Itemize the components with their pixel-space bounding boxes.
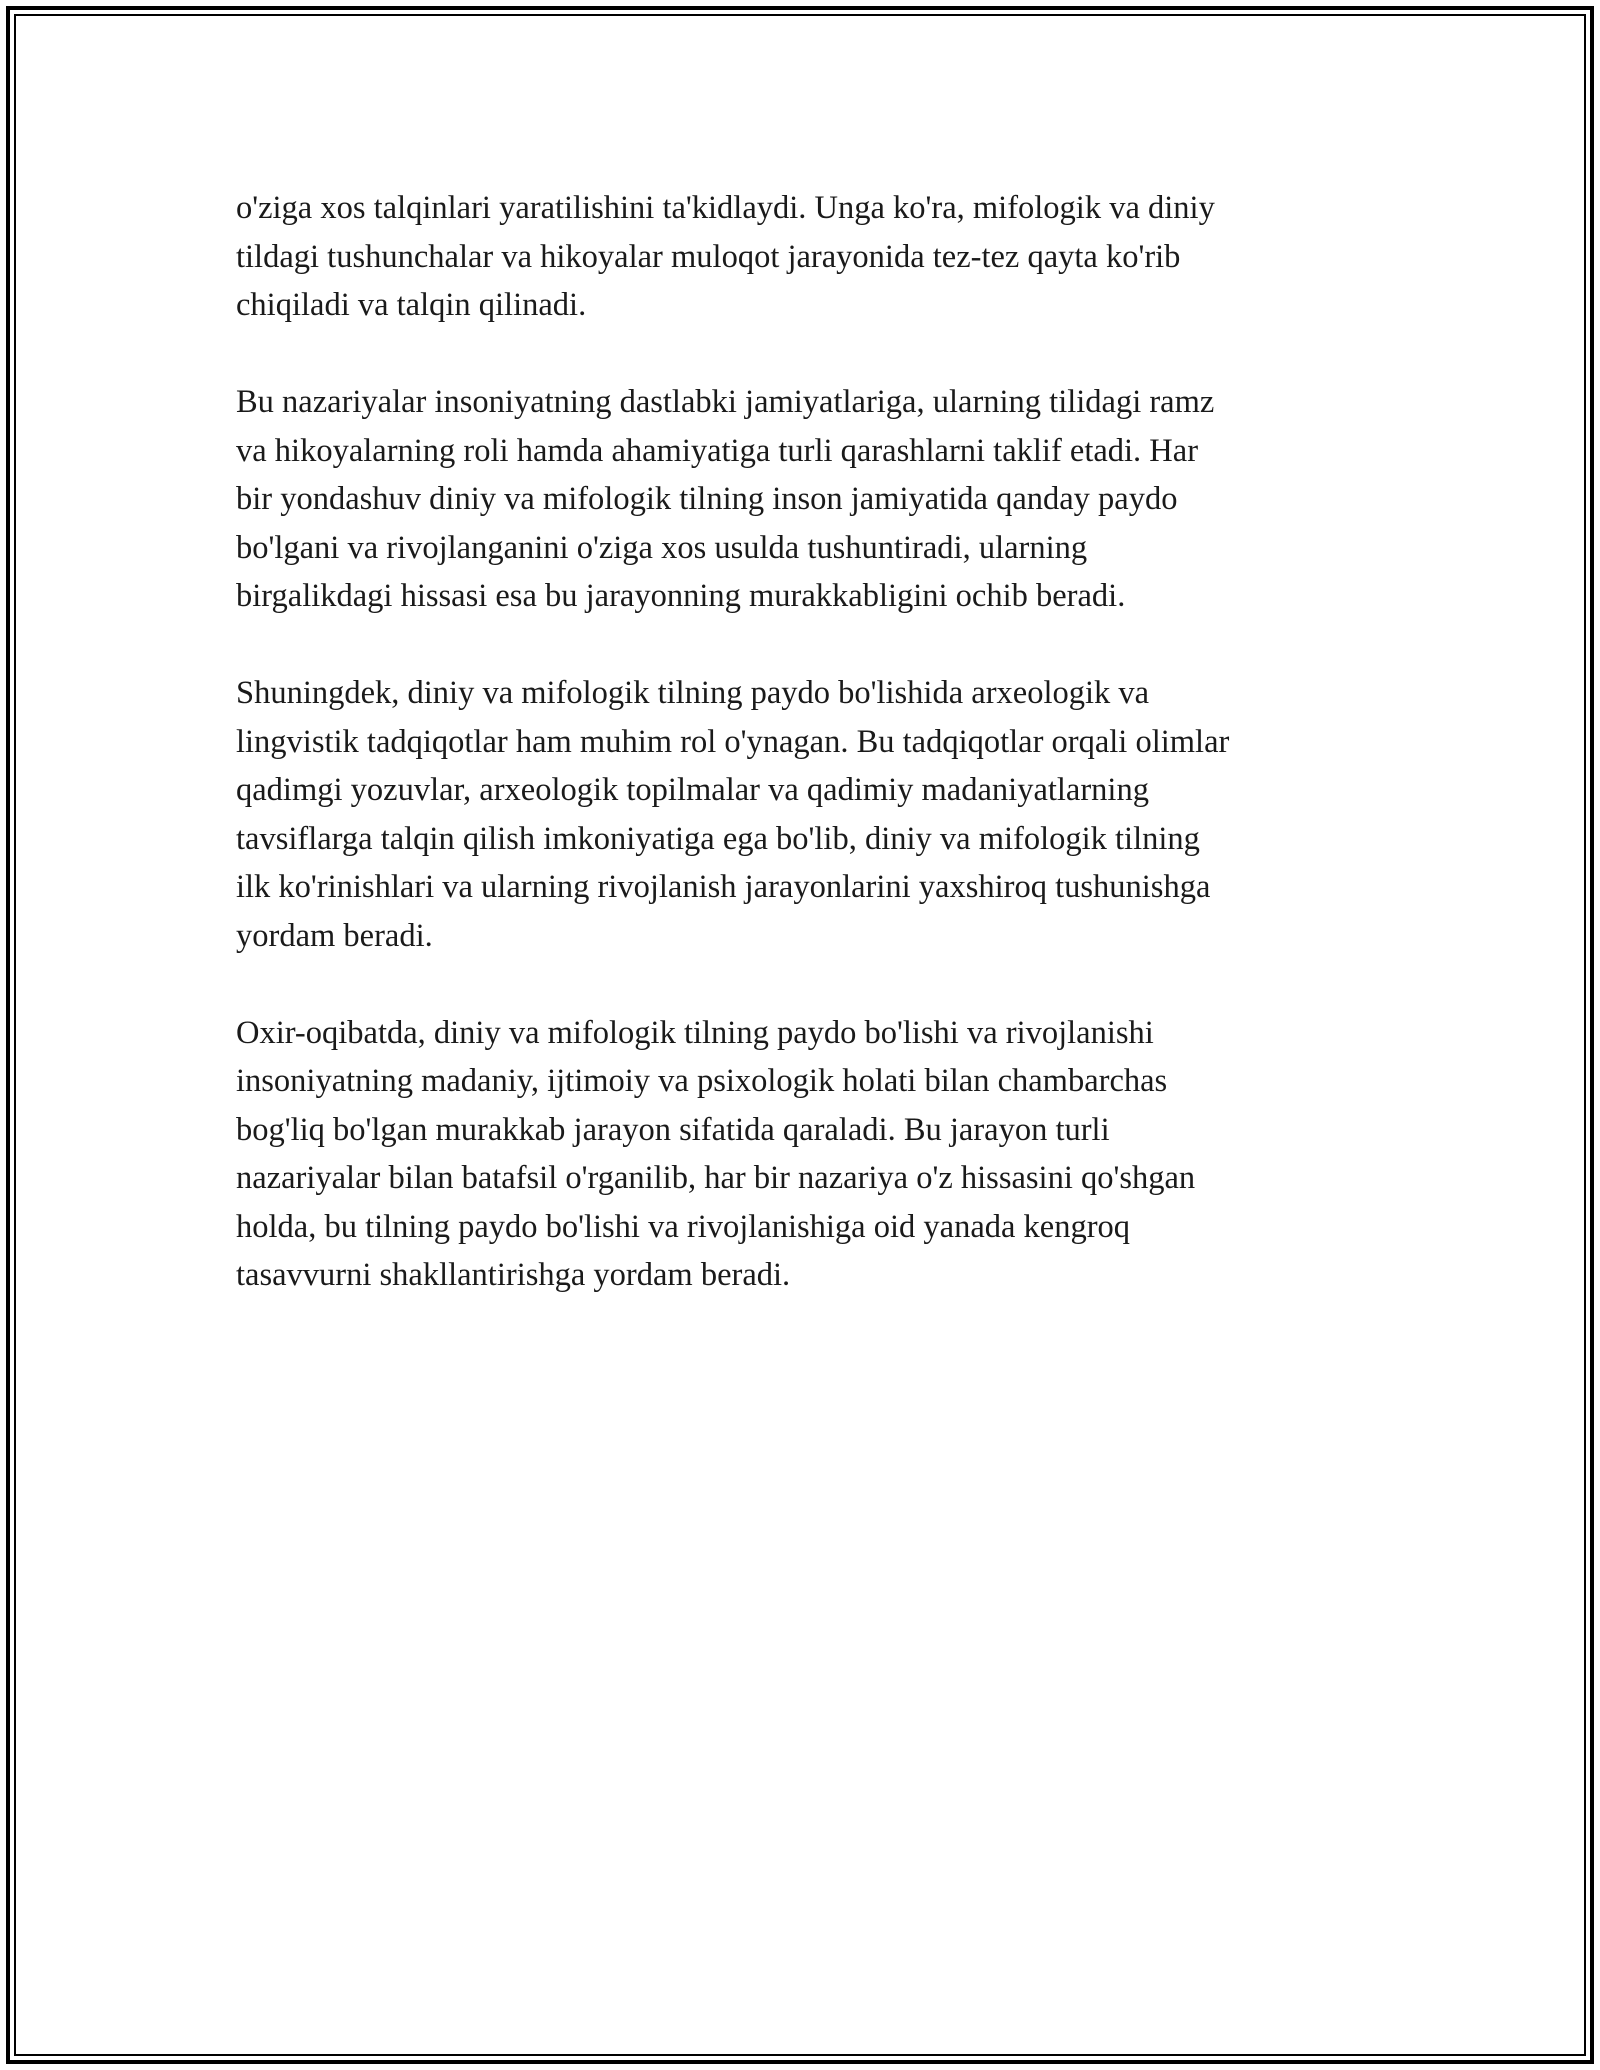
paragraph-1 xyxy=(236,184,1366,330)
text-line: lingvistik tadqiqotlar ham muhim rol o'ynagan. Bu tadqiqotlar orqali olimlar xyxy=(236,723,1230,760)
text-line: ilk ko'rinishlari va ularning rivojlanish jarayonlarini yaxshiroq tushunishga xyxy=(236,869,1211,905)
text-line: bir yondashuv diniy va mifologik tilning inson jamiyatida qanday paydo xyxy=(236,481,1178,517)
text-line: tavsiflarga talqin qilish imkoniyatiga ega bo'lib, diniy va mifologik tilning xyxy=(236,820,1200,857)
text-line: tasavvurni shakllantirishga yordam beradi. xyxy=(236,1257,791,1293)
text-line: qadimgi yozuvlar, arxeologik topilmalar va qadimiy madaniyatlarning xyxy=(236,772,1149,808)
document-body xyxy=(236,184,1366,1348)
text-line: holda, bu tilning paydo bo'lishi va rivojlanishiga oid yanada kengroq xyxy=(236,1208,1131,1245)
text-line: nazariyalar bilan batafsil o'rganilib, har bir nazariya o'z hissasini qo'shgan xyxy=(236,1160,1196,1196)
paragraph-2 xyxy=(236,378,1366,621)
paragraph-4 xyxy=(236,1009,1366,1300)
text-line: tildagi tushunchalar va hikoyalar muloqot jarayonida tez-tez qayta ko'rib xyxy=(236,238,1181,275)
text-line: birgalikdagi hissasi esa bu jarayonning murakkabligini ochib beradi. xyxy=(236,578,1126,614)
text-line: bo'lgani va rivojlanganini o'ziga xos usulda tushuntiradi, ularning xyxy=(236,529,1088,566)
text-line: chiqiladi va talqin qilinadi. xyxy=(236,287,587,323)
text-line: Bu nazariyalar insoniyatning dastlabki jamiyatlariga, ularning tilidagi ramz xyxy=(236,384,1215,420)
text-line: yordam beradi. xyxy=(236,917,433,954)
text-line: o'ziga xos talqinlari yaratilishini ta'kidlaydi. Unga ko'ra, mifologik va diniy xyxy=(236,190,1215,226)
text-line: Shuningdek, diniy va mifologik tilning paydo bo'lishida arxeologik va xyxy=(236,675,1150,711)
text-line: bog'liq bo'lgan murakkab jarayon sifatida qaraladi. Bu jarayon turli xyxy=(236,1111,1110,1148)
text-line: va hikoyalarning roli hamda ahamiyatiga turli qarashlarni taklif etadi. Har xyxy=(236,432,1199,469)
text-line: insoniyatning madaniy, ijtimoiy va psixologik holati bilan chambarchas xyxy=(236,1063,1168,1099)
text-line: Oxir-oqibatda, diniy va mifologik tilning paydo bo'lishi va rivojlanishi xyxy=(236,1014,1154,1051)
paragraph-3 xyxy=(236,669,1366,960)
